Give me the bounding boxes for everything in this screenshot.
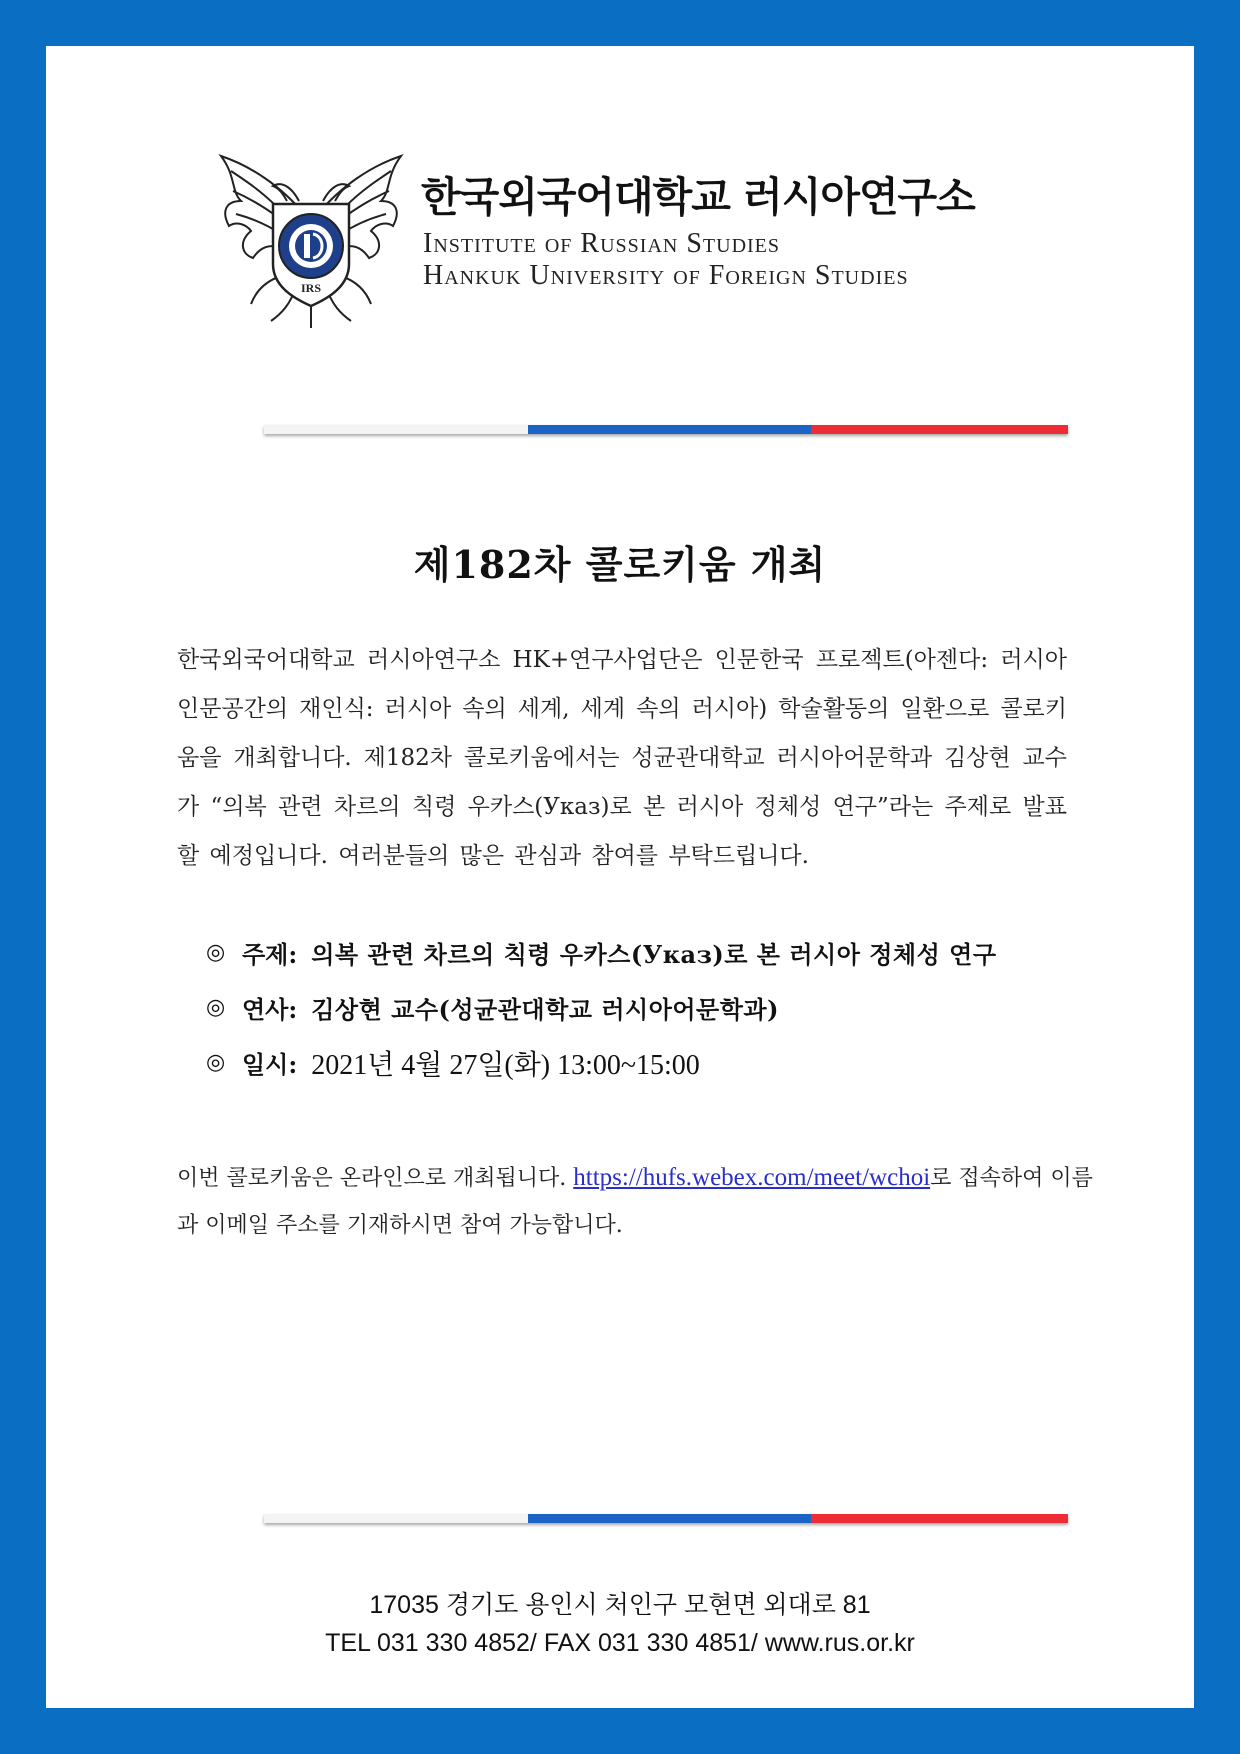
tricolor-divider-top [264,425,1068,434]
speaker-value: 김상현 교수(성균관대학교 러시아어문학과) [311,995,779,1024]
bullet-icon: ◎ [206,995,226,1020]
topic-value: 의복 관련 차르의 칙령 우카스(Указ)로 본 러시아 정체성 연구 [311,940,997,969]
webex-link[interactable]: https://hufs.webex.com/meet/wchoi [573,1164,931,1191]
emblem-label: IRS [300,281,322,295]
page-title: 제182차 콜로키움 개최 [413,542,827,587]
date-value: 2021년 4월 27일(화) 13:00~15:00 [311,1049,700,1081]
bullet-icon: ◎ [206,940,226,965]
institute-name-korean: 한국외국어대학교 러시아연구소 [421,173,975,221]
footer-address: 17035 경기도 용인시 처인구 모현면 외대로 81 [369,1591,871,1619]
double-eagle-emblem-icon [211,146,411,331]
footer-contact: TEL 031 330 4852/ FAX 031 330 4851/ www.rus.or.kr [325,1629,915,1657]
detail-date [206,1035,1106,1090]
topic-label: 주제: [242,940,298,969]
tricolor-divider-bottom [264,1514,1068,1523]
bullet-icon: ◎ [206,1050,226,1075]
detail-topic [206,925,1106,980]
online-notice [177,1154,1097,1249]
detail-speaker [206,980,1106,1035]
speaker-label: 연사: [242,995,298,1024]
institute-name-english: Institute of Russian Studies [423,228,781,259]
online-suffix: 로 접속하여 이름과 이메일 주소를 기재하시면 참여 가능합니다. [177,1166,1093,1238]
intro-paragraph: 한국외국어대학교 러시아연구소 HK+연구사업단은 인문한국 프로젝트(아젠다: 러시아 인문공간의 재인식: 러시아 속의 세계, 세계 속의 러시아) 학술활동의 일환으로 콜로키움을 개최합니다. 제182차 콜로키움에서는 성균관대학교 러시아어문학과 김상현 교수가 “의복 관련 차르의 칙령 우카스(Указ)로 본 러시아 정체성 연구”라는 주제로 발표할 예정입니다. 여러분들의 많은 관심과 참여를 부탁드립니다. [177,647,1067,869]
online-prefix: 이번 콜로키움은 온라인으로 개최됩니다. [177,1166,574,1191]
date-label: 일시: [242,1050,298,1079]
university-name-english: Hankuk University of Foreign Studies [423,260,909,291]
footer [46,1586,1194,1662]
institute-logo [211,146,1071,386]
event-details [206,925,1106,1090]
